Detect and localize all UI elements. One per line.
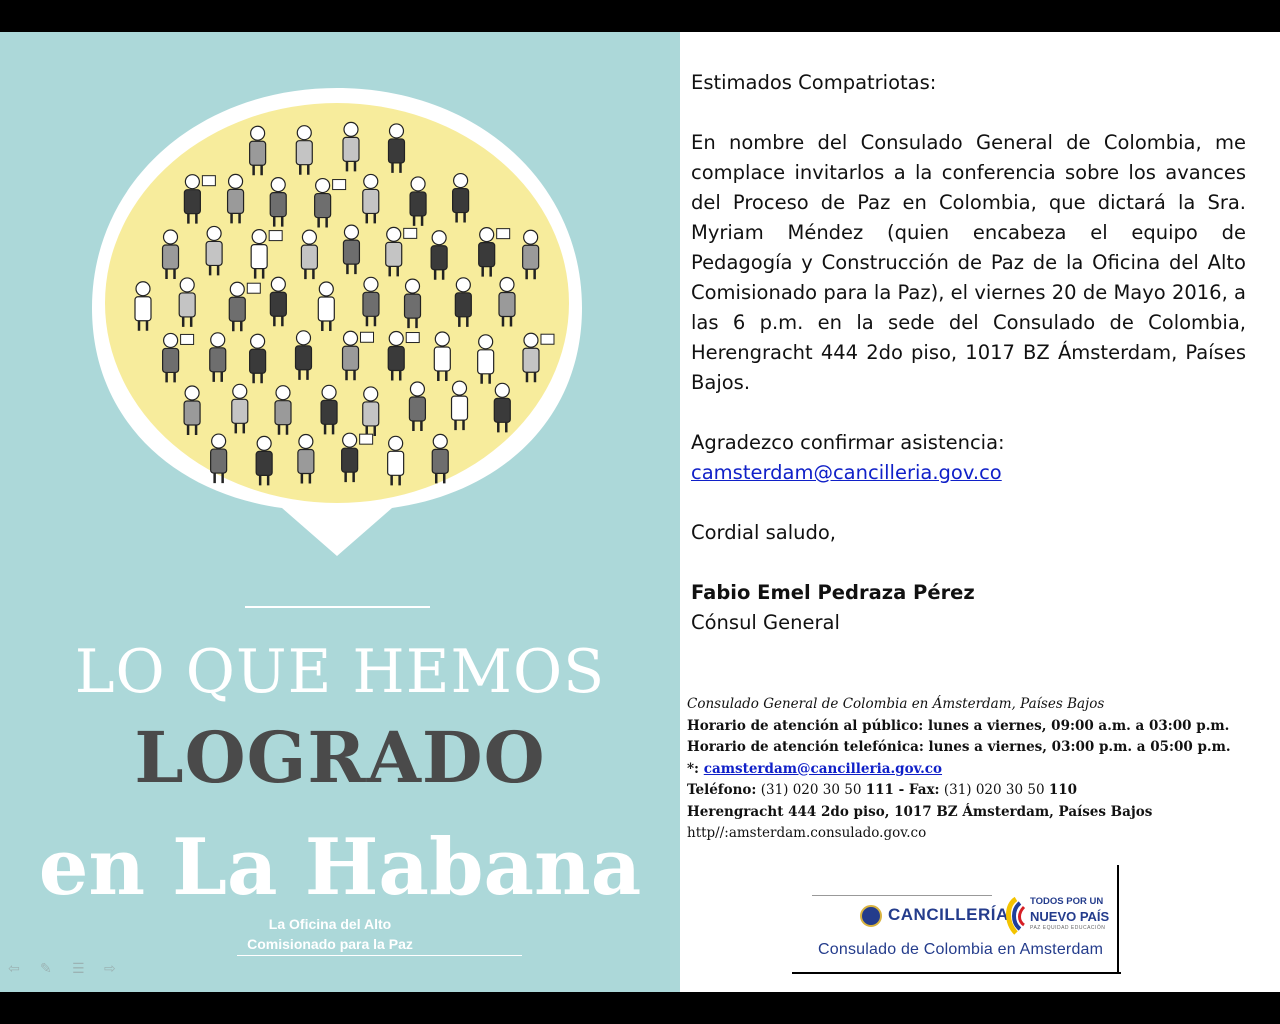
- logo-border-right: [1117, 865, 1119, 974]
- headline-line-3: en La Habana: [38, 822, 642, 913]
- hours-phone-value: lunes a viernes, 03:00 p.m. a 05:00 p.m.: [923, 739, 1231, 755]
- hours-public-label: Horario de atención al público:: [687, 717, 924, 734]
- slideshow-nav: [8, 962, 122, 976]
- hours-public-value: lunes a viernes, 09:00 a.m. a 03:00 p.m.: [923, 717, 1230, 734]
- menu-icon[interactable]: ☰: [72, 961, 85, 977]
- divider-bottom: [237, 955, 522, 956]
- signer-name: Fabio Emel Pedraza Pérez: [691, 581, 975, 604]
- letter-body: En nombre del Consulado General de Colombia, me complace invitarlos a la conferencia sobre los avances del Proceso de Paz en Colombia, que dictará la Sra. Myriam Méndez (quien encabeza el equipo de Pedagogía y Construcción de Paz de la Oficina del Alto Comisionado para la Paz), el viernes 20 de Mayo 2016, a las 6 p.m. en la sede del Consulado de Colombia, Herengracht 444 2do piso, 1017 BZ Ámsterdam, Países Bajos.: [691, 131, 1246, 394]
- hours-public: [687, 716, 1247, 738]
- phone-label: Teléfono:: [687, 782, 757, 798]
- closing: Cordial saludo,: [691, 521, 836, 544]
- greeting: Estimados Compatriotas:: [691, 71, 937, 94]
- email-row: [687, 759, 1247, 781]
- forward-arrow-icon[interactable]: ⇨: [104, 961, 116, 977]
- nuevo-pais: NUEVO PAÍS: [1030, 909, 1110, 924]
- fax-number: (31) 020 30 50: [939, 782, 1049, 798]
- address: Herengracht 444 2do piso, 1017 BZ Ámsterdam, Países Bajos: [687, 803, 1153, 820]
- consulate-info: [687, 694, 1247, 845]
- rsvp-email-link[interactable]: camsterdam@cancilleria.gov.co: [691, 461, 1002, 484]
- speech-bubble-illustration: [92, 88, 582, 558]
- office-label-line-1: La Oficina del Alto: [268, 916, 392, 932]
- phone-ext: 111: [865, 782, 894, 798]
- pen-icon[interactable]: ✎: [40, 961, 52, 977]
- hours-phone: [687, 737, 1247, 759]
- divider-top: [245, 606, 430, 608]
- email-label: *:: [687, 760, 704, 777]
- office-label: [210, 914, 450, 954]
- lema: PAZ EQUIDAD EDUCACIÓN: [1030, 925, 1106, 931]
- invitation-letter: [691, 68, 1246, 638]
- fax-ext: 110: [1048, 782, 1078, 798]
- poster-panel: [0, 32, 680, 992]
- info-title: Consulado General de Colombia en Ámsterdam, Países Bajos: [687, 696, 1105, 712]
- info-email-link[interactable]: camsterdam@cancilleria.gov.co: [703, 760, 943, 777]
- phone-number: (31) 020 30 50: [756, 782, 866, 798]
- rsvp-label: Agradezco confirmar asistencia:: [691, 431, 1005, 454]
- flag-swoosh-icon: [1002, 895, 1030, 937]
- signer-title: Cónsul General: [691, 611, 840, 634]
- office-label-line-2: Comisionado para la Paz: [247, 936, 413, 952]
- consulate-logo: [792, 865, 1119, 974]
- consulado-wordmark: Consulado de Colombia en Amsterdam: [818, 941, 1104, 958]
- cancilleria-wordmark: CANCILLERÍA: [888, 905, 1009, 924]
- presentation-slide: [0, 32, 1280, 992]
- logo-border-bottom: [792, 972, 1121, 974]
- coat-of-arms-icon: [860, 905, 882, 927]
- todos-por-un: TODOS POR UN: [1030, 896, 1104, 907]
- fax-label: - Fax:: [893, 782, 940, 798]
- website[interactable]: http//:amsterdam.consulado.gov.co: [687, 825, 927, 841]
- headline-line-1: LO QUE HEMOS: [74, 637, 606, 707]
- phone-row: [687, 780, 1247, 802]
- headline-line-2: LOGRADO: [134, 716, 546, 799]
- logo-rule: [812, 895, 992, 896]
- hours-phone-label: Horario de atención telefónica:: [687, 739, 924, 755]
- back-arrow-icon[interactable]: ⇦: [8, 961, 20, 977]
